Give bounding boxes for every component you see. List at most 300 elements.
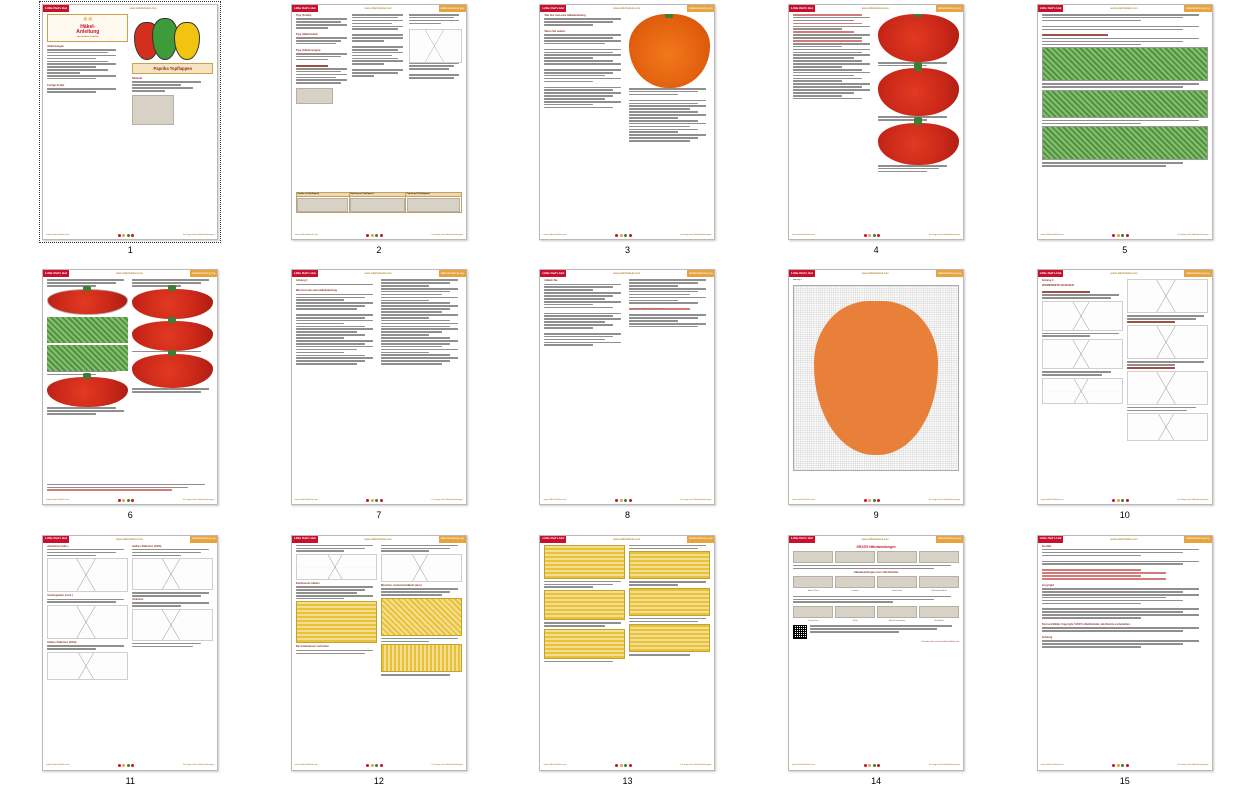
cover-right-column bbox=[132, 14, 213, 229]
pepper-photo bbox=[878, 123, 959, 165]
page-header bbox=[43, 270, 217, 277]
page-number: 9 bbox=[873, 510, 879, 521]
footer-left: www.LittleOwlsHut.com bbox=[792, 764, 815, 767]
footer-left: www.LittleOwlsHut.com bbox=[543, 498, 567, 501]
page-footer bbox=[292, 762, 466, 770]
section-heading: Häkeln Sie bbox=[544, 279, 558, 283]
site-de-label: Häkelanleitung.org bbox=[1184, 270, 1211, 277]
footer-left: www.LittleOwlsHut.com bbox=[294, 233, 318, 236]
section-heading: Wie fest man eine Häkelanleitung bbox=[295, 289, 337, 293]
yellow-stitch-diagram bbox=[381, 598, 462, 636]
brand-label: Little Owl's Hut bbox=[1038, 536, 1064, 543]
brand-label: Little Owl's Hut bbox=[1038, 270, 1064, 277]
footer-left: www.LittleOwlsHut.com bbox=[46, 498, 70, 501]
stitch-name bbox=[1127, 367, 1176, 369]
page-header bbox=[789, 536, 963, 543]
tip-size-heading: Tipp (Größe) bbox=[295, 14, 312, 17]
page-number: 14 bbox=[871, 775, 882, 786]
page-body bbox=[1042, 545, 1208, 760]
pepper-photo bbox=[878, 68, 959, 116]
site-label: www.LittleOwlsHut.com bbox=[318, 536, 439, 543]
page-thumbnail-4[interactable] bbox=[788, 4, 964, 240]
site-label: www.LittleOwlsHut.com bbox=[815, 5, 936, 12]
pepper-photo bbox=[629, 14, 710, 88]
stitch-name: Abketten bbox=[132, 598, 144, 602]
brand-label: Little Owl's Hut bbox=[789, 270, 815, 277]
pepper-photo bbox=[878, 14, 959, 62]
page-header bbox=[43, 5, 217, 12]
page-thumbnail-10[interactable] bbox=[1037, 269, 1213, 505]
page-title: Paprika Topflappen bbox=[132, 63, 213, 74]
page-cell[interactable] bbox=[6, 535, 255, 800]
contact-heading: Kontakt bbox=[1041, 544, 1052, 548]
site-de-label: Häkelanleitung.org bbox=[687, 536, 714, 543]
site-de-label: Häkelanleitung.org bbox=[190, 270, 217, 277]
site-de-label: Häkelanleitung.org bbox=[1184, 536, 1211, 543]
stitch-diagram bbox=[132, 558, 213, 590]
step-photo bbox=[47, 317, 128, 343]
table-cell bbox=[296, 197, 349, 213]
page-header bbox=[540, 270, 714, 277]
site-label: www.LittleOwlsHut.com bbox=[1063, 536, 1184, 543]
catalog-item-label: Otto/Luzhenka/Eule bbox=[931, 590, 947, 593]
page-number: 5 bbox=[1122, 245, 1128, 255]
yellow-stitch-diagram bbox=[296, 601, 377, 643]
stitch-diagram bbox=[1127, 279, 1208, 313]
site-de-label: Häkelanleitung.org bbox=[439, 270, 466, 277]
site-label: www.LittleOwlsHut.com bbox=[566, 270, 687, 277]
footer-left: www.LittleOwlsHut.com bbox=[294, 498, 318, 501]
page-footer bbox=[43, 231, 217, 239]
column-1 bbox=[544, 545, 625, 760]
column-2 bbox=[381, 545, 462, 760]
crochet-chart bbox=[793, 285, 959, 471]
step-photo bbox=[132, 354, 213, 388]
appendix-subheading bbox=[296, 284, 373, 286]
column-1 bbox=[47, 279, 128, 494]
footer-right: Ich frage mich Häkelanleitungen bbox=[1177, 498, 1209, 501]
column-2 bbox=[629, 279, 710, 494]
page-thumbnail-6[interactable] bbox=[42, 269, 218, 505]
page-thumbnail-7[interactable] bbox=[291, 269, 467, 505]
cover-left-column bbox=[47, 14, 128, 229]
footer-right: Ich frage mich Häkelanleitungen bbox=[928, 498, 961, 501]
brand-label: Little Owl's Hut bbox=[540, 536, 566, 543]
page-cell[interactable] bbox=[1000, 269, 1249, 534]
table-cell bbox=[349, 197, 405, 213]
page-header bbox=[540, 5, 714, 12]
site-label: www.LittleOwlsHut.com bbox=[815, 536, 936, 543]
dots-decoration bbox=[118, 764, 135, 767]
logo-line2: Anleitung bbox=[76, 28, 100, 35]
page-header bbox=[43, 536, 217, 543]
brand-label: Little Owl's Hut bbox=[789, 5, 815, 12]
page-footer bbox=[789, 496, 963, 504]
page-footer bbox=[292, 231, 466, 239]
footer-left: www.LittleOwlsHut.com bbox=[46, 233, 70, 236]
page-thumbnail-2[interactable] bbox=[291, 4, 467, 240]
brand-label: Little Owl's Hut bbox=[540, 5, 566, 12]
page-cell[interactable] bbox=[752, 4, 1001, 269]
dots-decoration bbox=[864, 499, 881, 502]
column-1 bbox=[47, 545, 128, 760]
page-thumbnail-1[interactable] bbox=[42, 4, 218, 240]
page-footer bbox=[789, 762, 963, 770]
page-thumbnail-12[interactable] bbox=[291, 535, 467, 771]
page-cell[interactable] bbox=[6, 269, 255, 534]
page-number: 8 bbox=[624, 510, 630, 521]
brand-logo bbox=[47, 14, 128, 42]
stitch-name: Abnehmen (abn.) bbox=[47, 544, 69, 548]
stitch-diagram bbox=[47, 605, 128, 639]
catalog-item-label: Katze/Lamm bbox=[891, 590, 903, 593]
page-cell[interactable] bbox=[255, 4, 504, 269]
site-de-label: Häkelanleitung.org bbox=[1184, 5, 1211, 12]
size-table bbox=[296, 192, 462, 213]
page-number: 10 bbox=[1119, 510, 1130, 521]
site-de-label: Häkelanleitung.org bbox=[687, 5, 714, 12]
page-cell[interactable] bbox=[1000, 4, 1249, 269]
stitch-diagram bbox=[47, 652, 128, 680]
site-label: www.LittleOwlsHut.com bbox=[815, 270, 936, 277]
page-footer bbox=[43, 496, 217, 504]
footer-right: Ich frage mich Häkelanleitungen bbox=[183, 764, 215, 767]
stitch-name: Das Fadenkreuz verbinden bbox=[295, 645, 329, 649]
column-2 bbox=[878, 14, 959, 229]
site-label: www.LittleOwlsHut.com bbox=[69, 5, 217, 12]
page-body bbox=[47, 545, 213, 760]
site-de-label: Häkelanleitung.org bbox=[936, 536, 963, 543]
page-body bbox=[47, 279, 213, 494]
page-cell[interactable] bbox=[6, 4, 255, 269]
stitch-name: Vorderglieder (vord.) bbox=[47, 594, 73, 598]
social-link[interactable] bbox=[1042, 578, 1167, 580]
site-label: www.LittleOwlsHut.com bbox=[1063, 270, 1184, 277]
site-label: www.LittleOwlsHut.com bbox=[1063, 5, 1184, 12]
brand-label: Little Owl's Hut bbox=[789, 536, 815, 543]
footer-left: www.LittleOwlsHut.com bbox=[543, 233, 567, 236]
brand-label: Little Owl's Hut bbox=[43, 536, 69, 543]
butterfly-icon: ❄❄ bbox=[82, 17, 93, 23]
site-de-label: Häkelanleitung.org bbox=[190, 536, 217, 543]
yarn-photo bbox=[1042, 126, 1208, 160]
catalog-item-label: Schaf bbox=[852, 619, 858, 622]
stitch-name: Halbes Stäbchen (hStb) bbox=[47, 640, 77, 644]
site-label: www.LittleOwlsHut.com bbox=[566, 536, 687, 543]
column-1 bbox=[296, 279, 377, 494]
page-body bbox=[47, 14, 213, 229]
social-link[interactable] bbox=[1042, 572, 1167, 574]
page-cell[interactable] bbox=[503, 4, 752, 269]
column-2 bbox=[629, 545, 710, 760]
stitch-diagram bbox=[47, 558, 128, 592]
catalog-row[interactable] bbox=[793, 551, 959, 563]
site-label: www.LittleOwlsHut.com bbox=[318, 270, 439, 277]
page-number: 6 bbox=[127, 510, 133, 521]
page-header bbox=[292, 536, 466, 543]
page-number: 3 bbox=[624, 245, 630, 255]
yellow-stitch-diagram bbox=[629, 588, 710, 616]
stitch-diagram bbox=[381, 554, 462, 582]
table-header-cell: Paprika rot (Topflappen) bbox=[296, 192, 349, 196]
material-photo bbox=[132, 95, 174, 125]
logo-line1: Häkel- bbox=[80, 23, 96, 30]
page-body bbox=[296, 545, 462, 760]
yellow-stitch-diagram bbox=[629, 624, 710, 652]
footer-left: www.LittleOwlsHut.com bbox=[1040, 233, 1064, 236]
footer-left: www.LittleOwlsHut.com bbox=[792, 233, 815, 236]
page-number: 13 bbox=[622, 775, 633, 786]
material-block bbox=[132, 77, 213, 92]
page-header bbox=[1038, 270, 1212, 277]
size-heading: Fertige Größe bbox=[47, 83, 65, 87]
page-footer bbox=[43, 762, 217, 770]
page-cell[interactable] bbox=[503, 269, 752, 534]
page-number: 15 bbox=[1119, 775, 1130, 786]
site-label: www.LittleOwlsHut.com bbox=[318, 5, 439, 12]
stitch-name bbox=[1042, 291, 1091, 293]
section-heading: Wie fest man eine Häkelanleitung bbox=[544, 14, 586, 17]
page-footer bbox=[1038, 496, 1212, 504]
page-thumbnail-14[interactable] bbox=[788, 535, 964, 771]
table-header-cell: Paprika grün (Topflappen) bbox=[349, 192, 405, 196]
site-de-label: Häkelanleitung.org bbox=[936, 270, 963, 277]
stitch-diagram bbox=[1127, 413, 1208, 441]
brand-label: Little Owl's Hut bbox=[43, 270, 69, 277]
footer-right: Ich frage mich Häkelanleitungen bbox=[680, 498, 712, 501]
page-cell[interactable] bbox=[752, 269, 1001, 534]
step-photo bbox=[132, 321, 213, 351]
qr-code bbox=[793, 625, 807, 639]
page-body bbox=[1042, 14, 1208, 229]
dots-decoration bbox=[366, 764, 383, 767]
footer-left: www.LittleOwlsHut.com bbox=[543, 764, 567, 767]
footer-right: Ich frage mich Häkelanleitungen bbox=[680, 764, 712, 767]
page-body bbox=[544, 14, 710, 229]
footer-right: Ich frage mich Häkelanleitungen bbox=[928, 233, 961, 236]
brand-label: Little Owl's Hut bbox=[1038, 5, 1064, 12]
footer-right: Ich frage mich Häkelanleitungen bbox=[183, 498, 215, 501]
page-number: 4 bbox=[873, 245, 879, 255]
footer-left: www.LittleOwlsHut.com bbox=[294, 764, 318, 767]
page-cell[interactable] bbox=[752, 535, 1001, 800]
yarn-photo bbox=[1042, 90, 1208, 118]
dots-decoration bbox=[118, 234, 135, 237]
page-body bbox=[793, 14, 959, 229]
page-body bbox=[793, 545, 959, 760]
page-cell[interactable] bbox=[255, 535, 504, 800]
copyright-heading: Copyright bbox=[1041, 583, 1054, 587]
yarn-photo bbox=[1042, 47, 1208, 81]
dots-decoration bbox=[615, 499, 632, 502]
catalog-item-label: Elefant/Lesezeichen bbox=[888, 619, 906, 622]
page-cell[interactable] bbox=[255, 269, 504, 534]
step-photo bbox=[47, 377, 128, 407]
page-header bbox=[292, 5, 466, 12]
catalog-subtitle: Häkelanleitungen von LittleOwlsHut bbox=[853, 571, 899, 575]
catalog-item-label: Lesezeichen bbox=[808, 619, 819, 622]
footer-left: www.LittleOwlsHut.com bbox=[792, 498, 815, 501]
footer-right: Ich frage mich Häkelanleitungen bbox=[431, 233, 463, 236]
page-body bbox=[793, 279, 959, 494]
page-thumbnail-5[interactable] bbox=[1037, 4, 1213, 240]
abbrev-heading: Abkürzungen bbox=[47, 44, 64, 48]
final-caption: Fertig ist unser Paprika Topflappen! bbox=[629, 308, 690, 310]
social-link[interactable] bbox=[1042, 575, 1142, 577]
page-body bbox=[296, 279, 462, 494]
final-caption bbox=[47, 489, 172, 491]
stitch-diagram bbox=[1127, 325, 1208, 359]
peppers-illustration bbox=[132, 14, 213, 60]
column-1 bbox=[544, 14, 625, 229]
catalog-item-label: Hundekleid bbox=[934, 619, 944, 622]
footer-right: Ich frage mich Häkelanleitungen bbox=[928, 764, 961, 767]
dots-decoration bbox=[615, 764, 632, 767]
appendix-heading: Anhang 3 bbox=[1041, 279, 1054, 283]
author-label: Von Svetlana Zabelina bbox=[76, 36, 99, 38]
column-2 bbox=[132, 279, 213, 494]
step-photo bbox=[132, 289, 213, 319]
dots-decoration bbox=[615, 234, 632, 237]
stitch-name: Halbes Stäbchen (hStb) bbox=[132, 544, 162, 548]
material-heading: Material bbox=[132, 77, 143, 81]
footer-right: Ich frage mich Häkelanleitungen bbox=[183, 233, 215, 236]
brand-label: Little Owl's Hut bbox=[540, 270, 566, 277]
page-footer bbox=[540, 496, 714, 504]
stitch-diagram bbox=[1127, 371, 1208, 405]
column-2 bbox=[629, 14, 710, 229]
page-footer bbox=[292, 496, 466, 504]
stitch-diagram bbox=[1042, 339, 1123, 369]
yellow-stitch-diagram bbox=[544, 629, 625, 659]
page-header bbox=[1038, 5, 1212, 12]
column-2 bbox=[1127, 279, 1208, 494]
section-heading: Wenn Sie wollen: bbox=[544, 29, 566, 33]
page-body bbox=[296, 14, 462, 229]
page-number: 7 bbox=[376, 510, 382, 521]
footer-right: Ich frage mich Häkelanleitungen bbox=[680, 233, 712, 236]
page-footer bbox=[1038, 762, 1212, 770]
catalog-row[interactable] bbox=[793, 576, 959, 588]
page-cell[interactable] bbox=[1000, 535, 1249, 800]
catalog-row[interactable] bbox=[793, 606, 959, 618]
appendix-heading: Anhang 2 bbox=[793, 279, 802, 282]
brand-label: Little Owl's Hut bbox=[43, 5, 69, 12]
brand-label: Little Owl's Hut bbox=[292, 270, 318, 277]
catalog-item-label: Dinosaur bbox=[851, 590, 859, 593]
appendix-heading: Anhang 1 bbox=[295, 279, 308, 283]
social-link[interactable] bbox=[1042, 569, 1142, 571]
site-label: www.LittleOwlsHut.com bbox=[69, 536, 190, 543]
table-header-cell: Paprika gelb (Topflappen) bbox=[406, 192, 462, 196]
page-body bbox=[544, 545, 710, 760]
page-footer bbox=[540, 231, 714, 239]
stitch-name: Maschen zusammenhäkeln (abn.) bbox=[380, 584, 423, 588]
page-header bbox=[789, 5, 963, 12]
appendix-subheading: VERWENDETE MASCHEN bbox=[1041, 283, 1074, 287]
page-header bbox=[1038, 536, 1212, 543]
page-number: 2 bbox=[376, 245, 382, 255]
page-thumbnail-15[interactable] bbox=[1037, 535, 1213, 771]
page-thumbnail-3[interactable] bbox=[539, 4, 715, 240]
page-footer bbox=[1038, 231, 1212, 239]
page-footer bbox=[789, 231, 963, 239]
dots-decoration bbox=[118, 499, 135, 502]
stitch-diagram bbox=[1042, 301, 1123, 331]
warning-heading: Achtung bbox=[1041, 636, 1053, 640]
yellow-stitch-diagram bbox=[629, 551, 710, 579]
column-1 bbox=[544, 279, 625, 494]
tip-abbrev-heading: Tipp (Abkürzungen) bbox=[295, 48, 321, 52]
page-cell[interactable] bbox=[503, 535, 752, 800]
catalog-title: GRATIS Häkelanleitungen bbox=[856, 544, 896, 549]
column-1 bbox=[793, 14, 874, 229]
yellow-stitch-diagram bbox=[381, 644, 462, 672]
tip-hook-heading: Tipp (Häkelnadel) bbox=[295, 32, 318, 36]
page-thumbnail-9[interactable] bbox=[788, 269, 964, 505]
footer-right: Ich frage mich Häkelanleitungen bbox=[431, 764, 463, 767]
page-thumbnail-11[interactable] bbox=[42, 535, 218, 771]
chart-pepper-shape bbox=[814, 301, 939, 456]
dots-decoration bbox=[366, 499, 383, 502]
brand-label: Little Owl's Hut bbox=[292, 5, 318, 12]
abbreviations-block bbox=[47, 45, 128, 93]
page-body bbox=[1042, 279, 1208, 494]
footer-right: Ich frage mich Häkelanleitungen bbox=[1177, 233, 1209, 236]
stitch-name: Kettmasche häkeln bbox=[295, 582, 320, 586]
step-photo bbox=[47, 289, 128, 315]
footer-left: www.LittleOwlsHut.com bbox=[46, 764, 70, 767]
page-footer bbox=[540, 762, 714, 770]
page-header bbox=[789, 270, 963, 277]
catalog-footer-note: Und hier mehr auf www.LittleOwlsHut.com bbox=[921, 641, 960, 644]
dots-decoration bbox=[366, 234, 383, 237]
dots-decoration bbox=[864, 234, 881, 237]
site-de-label: Häkelanleitung.org bbox=[936, 5, 963, 12]
page-number: 12 bbox=[373, 775, 384, 786]
page-header bbox=[540, 536, 714, 543]
footer-right: Ich frage mich Häkelanleitungen bbox=[1177, 764, 1209, 767]
site-de-label: Häkelanleitung.org bbox=[439, 536, 466, 543]
page-number: 1 bbox=[127, 245, 133, 255]
page-number: 11 bbox=[125, 775, 135, 786]
footer-left: www.LittleOwlsHut.com bbox=[1040, 764, 1064, 767]
site-label: www.LittleOwlsHut.com bbox=[69, 270, 190, 277]
page-thumbnail-13[interactable] bbox=[539, 535, 715, 771]
site-de-label: Häkelanleitung.org bbox=[439, 5, 466, 12]
brand-label: Little Owl's Hut bbox=[292, 536, 318, 543]
copyright-notice: Text und Bilder Copyright ©2015 LittleOwlsHut, alle Rechte vorbehalten. bbox=[1041, 623, 1131, 627]
footer-left: www.LittleOwlsHut.com bbox=[1040, 498, 1064, 501]
stitch-name bbox=[1127, 321, 1176, 323]
page-header bbox=[292, 270, 466, 277]
stitch-diagram bbox=[296, 554, 377, 580]
step-photo bbox=[47, 345, 128, 371]
column-1 bbox=[1042, 279, 1123, 494]
stitch-diagram bbox=[132, 609, 213, 641]
column-2 bbox=[381, 279, 462, 494]
yellow-stitch-diagram bbox=[544, 545, 625, 579]
site-de-label: Häkelanleitung.org bbox=[687, 270, 714, 277]
column-2 bbox=[132, 545, 213, 760]
dots-decoration bbox=[1112, 499, 1129, 502]
column-1 bbox=[296, 545, 377, 760]
footer-right: Ich frage mich Häkelanleitungen bbox=[431, 498, 463, 501]
stitch-diagram bbox=[1042, 378, 1123, 404]
page-thumbnail-8[interactable] bbox=[539, 269, 715, 505]
dots-decoration bbox=[1112, 764, 1129, 767]
dots-decoration bbox=[864, 764, 881, 767]
